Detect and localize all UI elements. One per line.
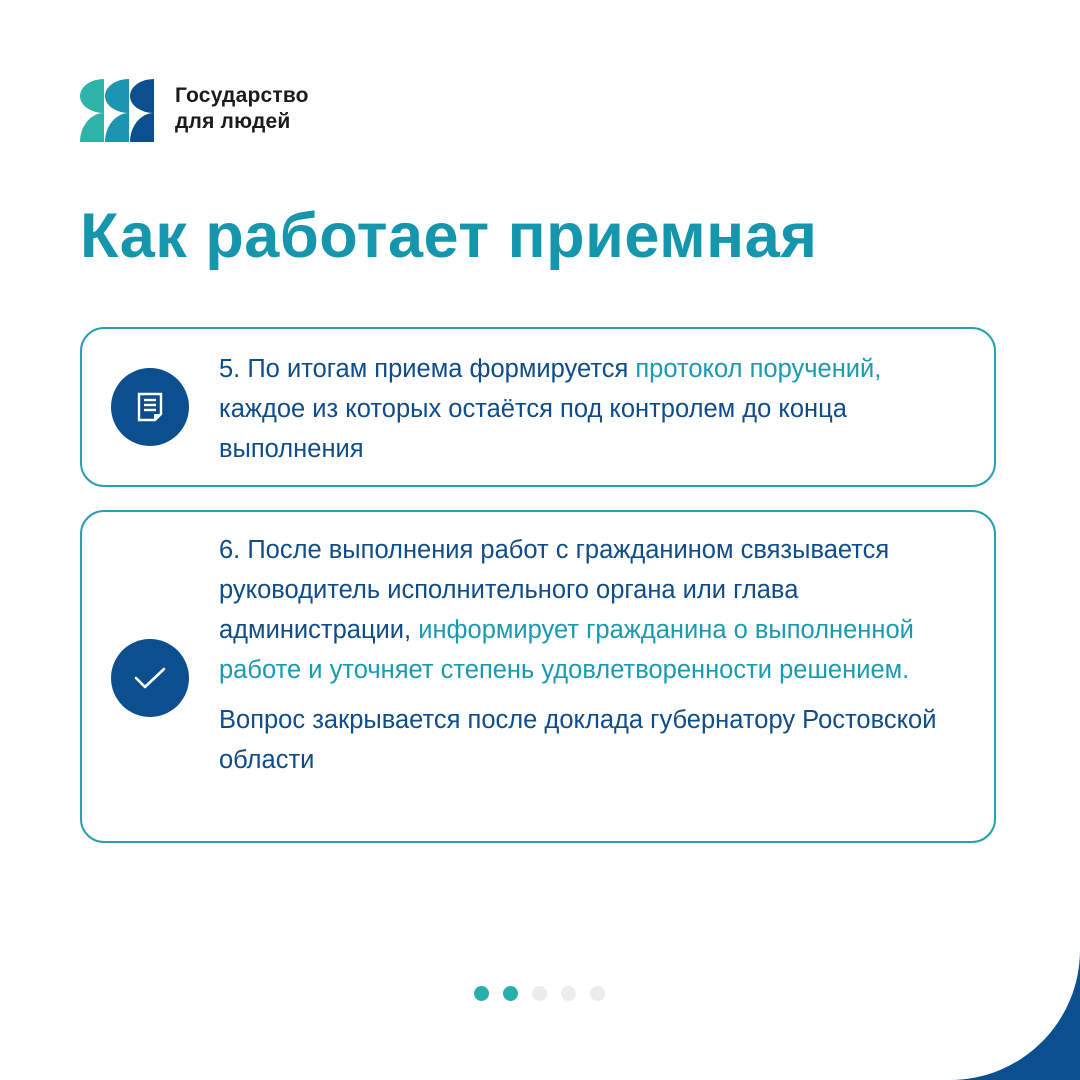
highlight-text: протокол поручений,: [635, 355, 882, 383]
corner-decoration: [950, 950, 1080, 1080]
brand-name: [175, 83, 375, 135]
brand-line-1: Государство: [175, 84, 309, 107]
step-card-6: [80, 510, 996, 843]
brand-line-2: для людей: [175, 110, 291, 133]
brand-logo: [80, 79, 309, 142]
logo-mark: [80, 79, 155, 142]
step-text: 6. После выполнения работ с гражданином связывается руководитель исполнительного органа или глава администрации, информирует гражданина о выполненной работе и уточняет степень удовлетворенности решением. Вопрос закрывается после доклада губернатору Ростовской области: [219, 530, 954, 780]
logo-glyph-icon: [80, 79, 104, 142]
pagination-dots: [474, 986, 605, 1001]
document-icon: [111, 368, 189, 446]
page-dot-2[interactable]: [503, 986, 518, 1001]
page-dot-3[interactable]: [532, 986, 547, 1001]
step-text: 5. По итогам приема формируется протокол поручений, каждое из которых остаётся под контролем до конца выполнения: [219, 355, 882, 463]
logo-glyph-icon: [130, 79, 154, 142]
page-dot-4[interactable]: [561, 986, 576, 1001]
step-card-5: [80, 327, 996, 487]
page-dot-1[interactable]: [474, 986, 489, 1001]
highlight-text: информирует гражданина о выполненной работе и уточняет степень удовлетворенности решением.: [219, 616, 914, 684]
closing-note: Вопрос закрывается после доклада губернатору Ростовской области: [219, 706, 937, 774]
page-dot-5[interactable]: [590, 986, 605, 1001]
checkmark-icon: [111, 639, 189, 717]
page-title: Как работает приемная: [80, 201, 818, 271]
logo-glyph-icon: [105, 79, 129, 142]
